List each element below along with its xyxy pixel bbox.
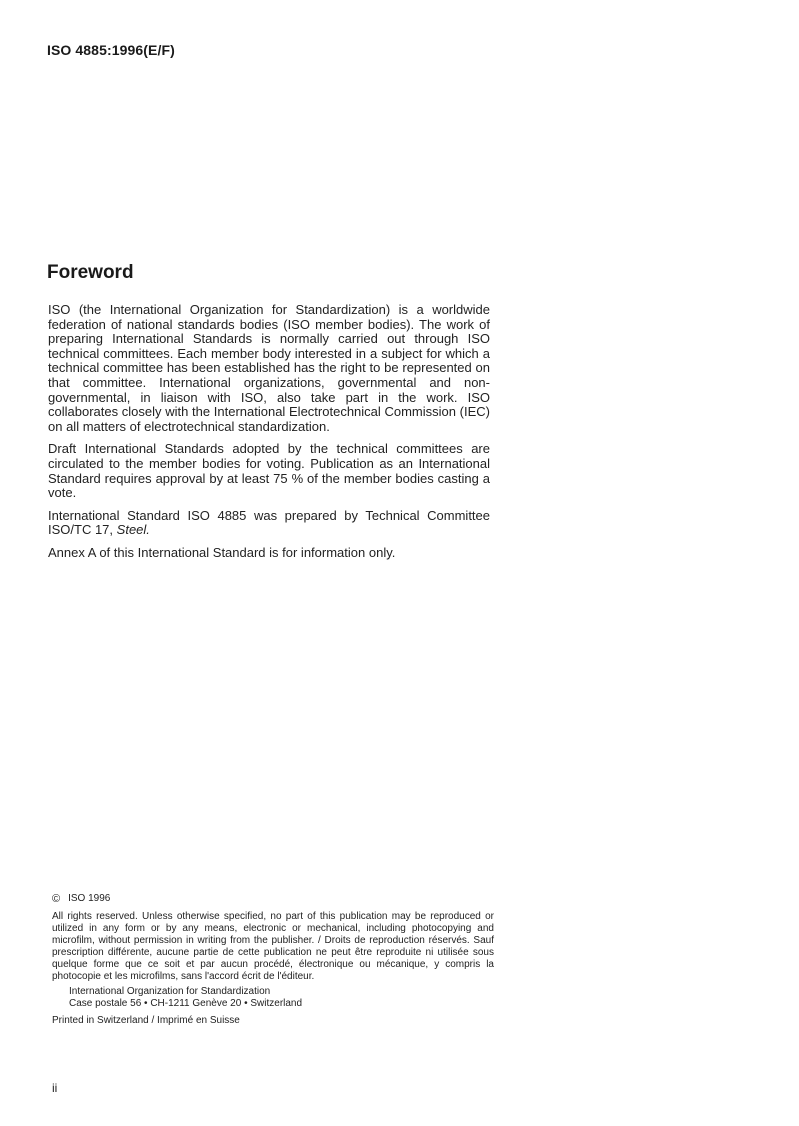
- copyright-block: [52, 893, 494, 1027]
- committee-title: Steel.: [116, 522, 150, 538]
- publisher-name: International Organization for Standardization: [69, 986, 271, 997]
- foreword-paragraph-4: Annex A of this International Standard is for information only.: [48, 544, 396, 560]
- publisher-address: [69, 986, 494, 1010]
- foreword-title: Foreword: [47, 262, 134, 283]
- foreword-paragraph-2: Draft International Standards adopted by the technical committees are circulated to the member bodies for voting. Publication as an International Standard requires approval by at least 75 % of the member bodies casting a vote.: [48, 441, 490, 501]
- rights-statement: All rights reserved. Unless otherwise specified, no part of this publication may be reproduced or utilized in any form or by any means, electronic or mechanical, including photocopying and microfilm, without permission in writing from the publisher. / Droits de reproduction réservés. Sauf prescription différente, aucune partie de cette publication ne peut être reproduite ni utilisée sous quelque forme que ce soit et par aucun procédé, électronique ou mécanique, y compris la photocopie et les microfilms, sans l'accord écrit de l'éditeur.: [52, 911, 494, 982]
- copyright-line: [52, 893, 494, 905]
- page-number: ii: [52, 1081, 58, 1095]
- foreword-body: [48, 303, 490, 569]
- publisher-postal: Case postale 56 • CH-1211 Genève 20 • Switzerland: [69, 998, 303, 1009]
- document-id: ISO 4885:1996(E/F): [47, 42, 175, 58]
- foreword-paragraph-1: ISO (the International Organization for Standardization) is a worldwide federation of national standards bodies (ISO member bodies). The work of preparing International Standards is normally carried out through ISO technical committees. Each member body interested in a subject for which a technical committee has been established has the right to be represented on that committee. International organizations, governmental and non-governmental, in liaison with ISO, also take part in the work. ISO collaborates closely with the International Electrotechnical Commission (IEC) on all matters of electrotechnical standardization.: [48, 302, 490, 434]
- copyright-icon: ©: [52, 893, 61, 905]
- printed-in: Printed in Switzerland / Imprimé en Suisse: [52, 1015, 240, 1026]
- copyright-year: ISO 1996: [68, 893, 111, 904]
- foreword-paragraph-3-text: International Standard ISO 4885 was prepared by Technical Committee ISO/TC 17,: [48, 507, 490, 538]
- foreword-paragraph-3: [48, 509, 490, 538]
